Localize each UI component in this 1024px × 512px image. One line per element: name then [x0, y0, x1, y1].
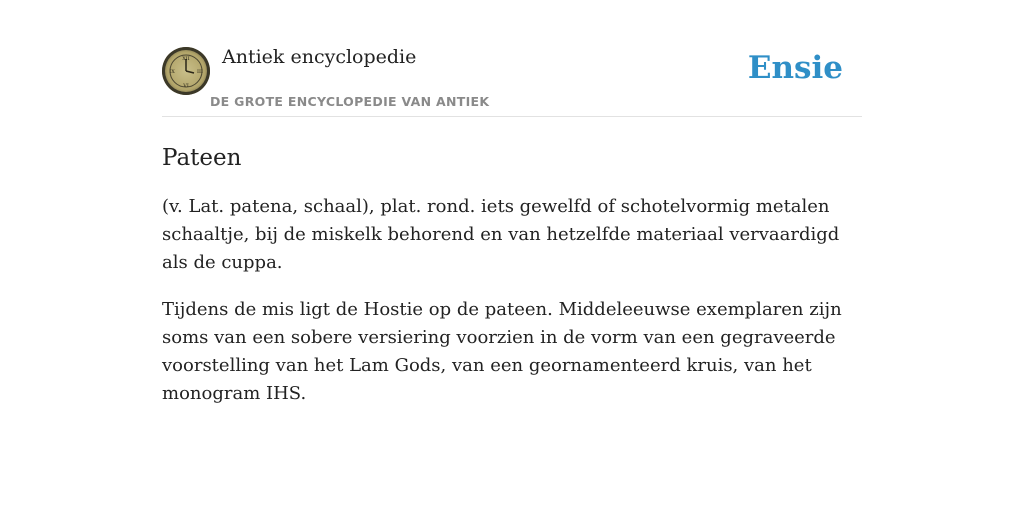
svg-text:IX: IX: [169, 69, 175, 75]
page-container: [162, 0, 862, 408]
svg-text:III: III: [197, 69, 203, 75]
site-subtitle: DE GROTE ENCYCLOPEDIE VAN ANTIEK: [210, 94, 490, 109]
article-paragraph-2: Tijdens de mis ligt de Hostie op de pateen. Middeleeuwse exemplaren zijn soms van een sobere versiering voorzien in de vorm van een gegraveerde voorstelling van het Lam Gods, van een geornamenteerd kruis, van het monogram IHS.: [162, 299, 842, 404]
page-title: Pateen: [162, 145, 242, 171]
clock-icon[interactable]: [162, 47, 210, 95]
svg-text:XII: XII: [182, 56, 190, 62]
svg-text:VI: VI: [183, 83, 189, 89]
brand-logo-link[interactable]: Ensie: [747, 50, 843, 86]
site-title[interactable]: Antiek encyclopedie: [222, 46, 417, 68]
article-paragraph-1: (v. Lat. patena, schaal), plat. rond. iets gewelfd of schotelvormig metalen schaaltje, bij de miskelk behorend en van hetzelfde materiaal vervaardigd als de cuppa.: [162, 196, 840, 273]
site-header: [162, 0, 862, 117]
